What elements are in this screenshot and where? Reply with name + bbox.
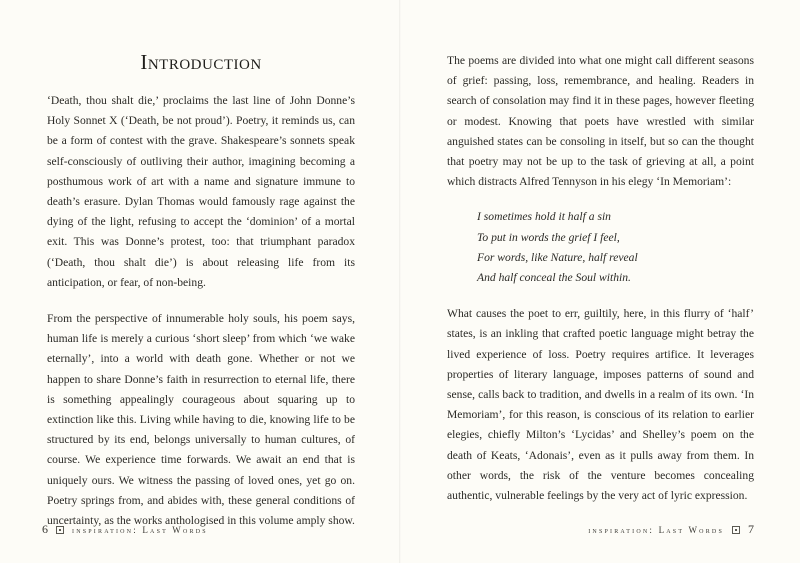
running-head: inspiration: Last Words [72, 524, 208, 535]
paragraph: ‘Death, thou shalt die,’ proclaims the last line of John Donne’s Holy Sonnet X (‘Death, be not proud’). Poetry, it reminds us, can be a form of contest with the grave. Shakespeare’s sonnets speak self-consciously of outliving their author, imagining becoming a posthumous work of art with a name and signature immune to death’s erasure. Dylan Thomas would famously rage against the dying of the light, refusing to accept the ‘dominion’ of a mortal exit. This was Donne’s protest, too: that triumphant paradox (‘Death, thou shalt die’) is about releasing life from its anticipation, or fear, of non-being. [47, 94, 355, 289]
left-page-text [47, 91, 355, 531]
poem-line: And half conceal the Soul within. [477, 271, 631, 285]
right-page-text [447, 51, 754, 506]
right-page [400, 0, 800, 563]
right-page-footer [588, 522, 754, 537]
paragraph: What causes the poet to err, guiltily, here, in this flurry of ‘half’ states, is an inkling that crafted poetic language might betray the lived experience of loss. Poetry requires artifice. It leverages properties of literary language, imposes patterns of sound and sense, calls back to tradition, and dwells in a realm of its own. ‘In Memoriam’, for this reason, is conscious of its relation to earlier elegies, chiefly Milton’s ‘Lycidas’ and Shelley’s poem on the death of Keats, ‘Adonais’, even as it pulls away from them. In other words, the risk of the venture becomes concealing authentic, vulnerable feelings by the very act of lyric expression. [447, 307, 754, 503]
poem-line: I sometimes hold it half a sin [477, 210, 611, 224]
left-page-footer [42, 522, 208, 537]
ornament-icon [56, 526, 64, 534]
ornament-icon [732, 526, 740, 534]
running-head: inspiration: Last Words [588, 524, 724, 535]
poem-quote [477, 207, 754, 288]
poem-line: For words, like Nature, half reveal [477, 250, 638, 264]
paragraph: From the perspective of innumerable holy souls, his poem says, human life is merely a curious ‘short sleep’ from which ‘we wake eternally’, into a world with death gone. Whether or not we happen to share Donne’s faith in resurrection to eternal life, there is something appealingly courageous about squaring up to extinction like this. Living while having to die, knowing life to be structured by its end, belongs universally to human cultures, of course. We experience time forwards. We await an end that is uniquely ours. We witness the passing of loved ones, yet go on. Poetry springs from, and abides with, these general conditions of uncertainty, as the works anthologised in this volume amply show. [47, 312, 355, 528]
poem-line: To put in words the grief I feel, [477, 230, 620, 244]
page-number: 6 [42, 522, 48, 536]
chapter-title: Introduction [140, 50, 262, 74]
page-number: 7 [748, 522, 754, 536]
paragraph: The poems are divided into what one might call different seasons of grief: passing, loss, remembrance, and healing. Readers in search of consolation may find it in these pages, however fleeting or modest. Knowing that poets have wrestled with similar anguished states can be consoling in itself, but so can the thought that poetry may not be up to the task of grieving at all, a point which distracts Alfred Tennyson in his elegy ‘In Memoriam’: [447, 54, 754, 189]
